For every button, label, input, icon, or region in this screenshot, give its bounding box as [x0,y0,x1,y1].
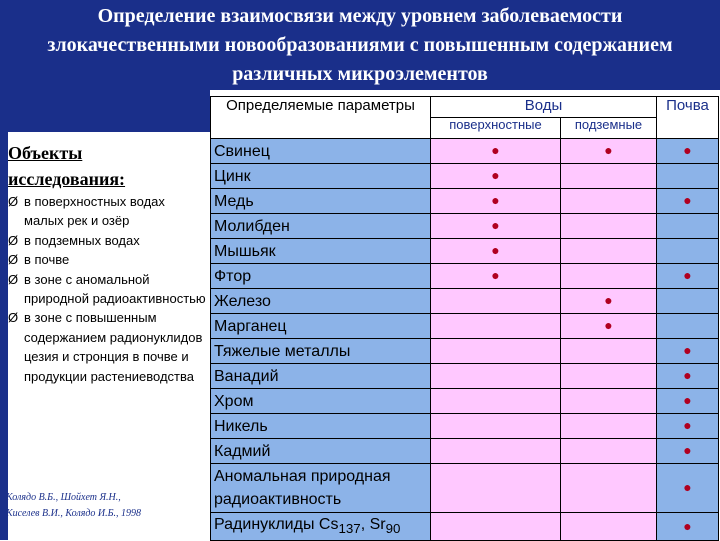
soil-cell [657,439,719,464]
header-soil: Почва [657,97,719,139]
surface-cell [431,389,561,414]
soil-cell [657,364,719,389]
ground-cell [561,389,657,414]
object-item: Ø в зоне с аномальной природной радиоактивностью [8,271,206,307]
parameter-cell: Марганец [211,314,431,339]
parameter-cell: Никель [211,414,431,439]
soil-cell [657,314,719,339]
ground-cell [561,439,657,464]
surface-cell [431,164,561,189]
table-row [211,364,719,389]
table-row [211,464,719,513]
parameter-cell: Хром [211,389,431,414]
marker-dot-icon: ● [491,167,500,183]
arrow-bullet-icon: Ø [8,232,19,248]
surface-cell [431,464,561,513]
header-parameters: Определяемые параметры [211,97,431,139]
ground-cell [561,513,657,541]
marker-dot-icon: ● [683,367,692,383]
arrow-bullet-icon: Ø [8,310,19,326]
table-row [211,314,719,339]
ground-cell [561,289,657,314]
marker-dot-icon: ● [491,217,500,233]
table-row [211,164,719,189]
table-row [211,339,719,364]
soil-cell [657,339,719,364]
surface-cell [431,513,561,541]
soil-cell [657,464,719,513]
surface-cell [431,264,561,289]
soil-cell [657,414,719,439]
soil-cell [657,189,719,214]
marker-dot-icon: ● [683,267,692,283]
parameter-cell: Аномальная природная радиоактивность [211,464,431,513]
soil-cell [657,139,719,164]
surface-cell [431,289,561,314]
ground-cell [561,189,657,214]
ground-cell [561,214,657,239]
marker-dot-icon: ● [683,392,692,408]
marker-dot-icon: ● [683,342,692,358]
ground-cell [561,164,657,189]
surface-cell [431,314,561,339]
surface-cell [431,439,561,464]
surface-cell [431,414,561,439]
soil-cell [657,264,719,289]
left-accent-strip [0,90,8,540]
arrow-bullet-icon: Ø [8,252,19,268]
parameter-cell: Медь [211,189,431,214]
marker-dot-icon: ● [491,267,500,283]
marker-dot-icon: ● [491,142,500,158]
table-row [211,139,719,164]
surface-cell [431,339,561,364]
ground-cell [561,314,657,339]
object-item: Ø в поверхностных водах малых рек и озёр [8,194,165,229]
table-row [211,439,719,464]
ground-cell [561,264,657,289]
marker-dot-icon: ● [683,417,692,433]
table-row [211,189,719,214]
parameter-cell: Радинуклиды $Cs_{137}$, $Sr_{90}$ [211,513,431,541]
arrow-bullet-icon: Ø [8,194,19,209]
parameter-cell: Тяжелые металлы [211,339,431,364]
ground-cell [561,239,657,264]
header-ground: подземные [561,118,657,139]
table-row [211,414,719,439]
object-item: Ø в подземных водах [8,231,208,250]
soil-cell [657,389,719,414]
soil-cell [657,214,719,239]
header-waters: Воды [431,97,657,118]
marker-dot-icon: ● [683,142,692,158]
surface-cell [431,364,561,389]
marker-dot-icon: ● [683,442,692,458]
parameter-cell: Кадмий [211,439,431,464]
citation: Колядо В.Б., Шойхет Я.Н., Киселев В.И., Колядо И.Б., 1998 [6,492,142,519]
ground-cell [561,139,657,164]
table-row [211,389,719,414]
table-row [211,289,719,314]
objects-heading: Объекты исследования: [8,143,126,189]
parameter-cell: Цинк [211,164,431,189]
surface-cell [431,189,561,214]
marker-dot-icon: ● [604,142,613,158]
marker-dot-icon: ● [604,292,613,308]
arrow-bullet-icon: Ø [8,271,19,287]
object-item: Ø в зоне с повышенным содержанием радионуклидов цезия и стронция в почве и продукции растениеводства [8,310,203,384]
parameters-table [210,96,719,541]
table-row [211,264,719,289]
parameter-cell: Железо [211,289,431,314]
table-row [211,214,719,239]
ground-cell [561,339,657,364]
parameter-cell: Ванадий [211,364,431,389]
marker-dot-icon: ● [604,317,613,333]
parameter-cell: Молибден [211,214,431,239]
marker-dot-icon: ● [683,517,692,534]
table-row [211,239,719,264]
slide-title: Определение взаимосвязи между уровнем заболеваемости злокачественными новообразованиями с повышенным содержанием различных микроэлементов [47,5,673,85]
soil-cell [657,239,719,264]
header-surface: поверхностные [431,118,561,139]
marker-dot-icon: ● [683,479,692,495]
marker-dot-icon: ● [491,242,500,258]
objects-list [8,192,208,386]
parameter-cell: Свинец [211,139,431,164]
left-header-band [0,90,210,132]
parameter-cell: Фтор [211,264,431,289]
surface-cell [431,214,561,239]
marker-dot-icon: ● [683,192,692,208]
table-row [211,513,719,541]
object-item: Ø в почве [8,250,208,269]
surface-cell [431,239,561,264]
table-body [211,139,719,541]
ground-cell [561,414,657,439]
ground-cell [561,364,657,389]
surface-cell [431,139,561,164]
soil-cell [657,513,719,541]
marker-dot-icon: ● [491,192,500,208]
parameter-cell: Мышьяк [211,239,431,264]
soil-cell [657,164,719,189]
soil-cell [657,289,719,314]
ground-cell [561,464,657,513]
